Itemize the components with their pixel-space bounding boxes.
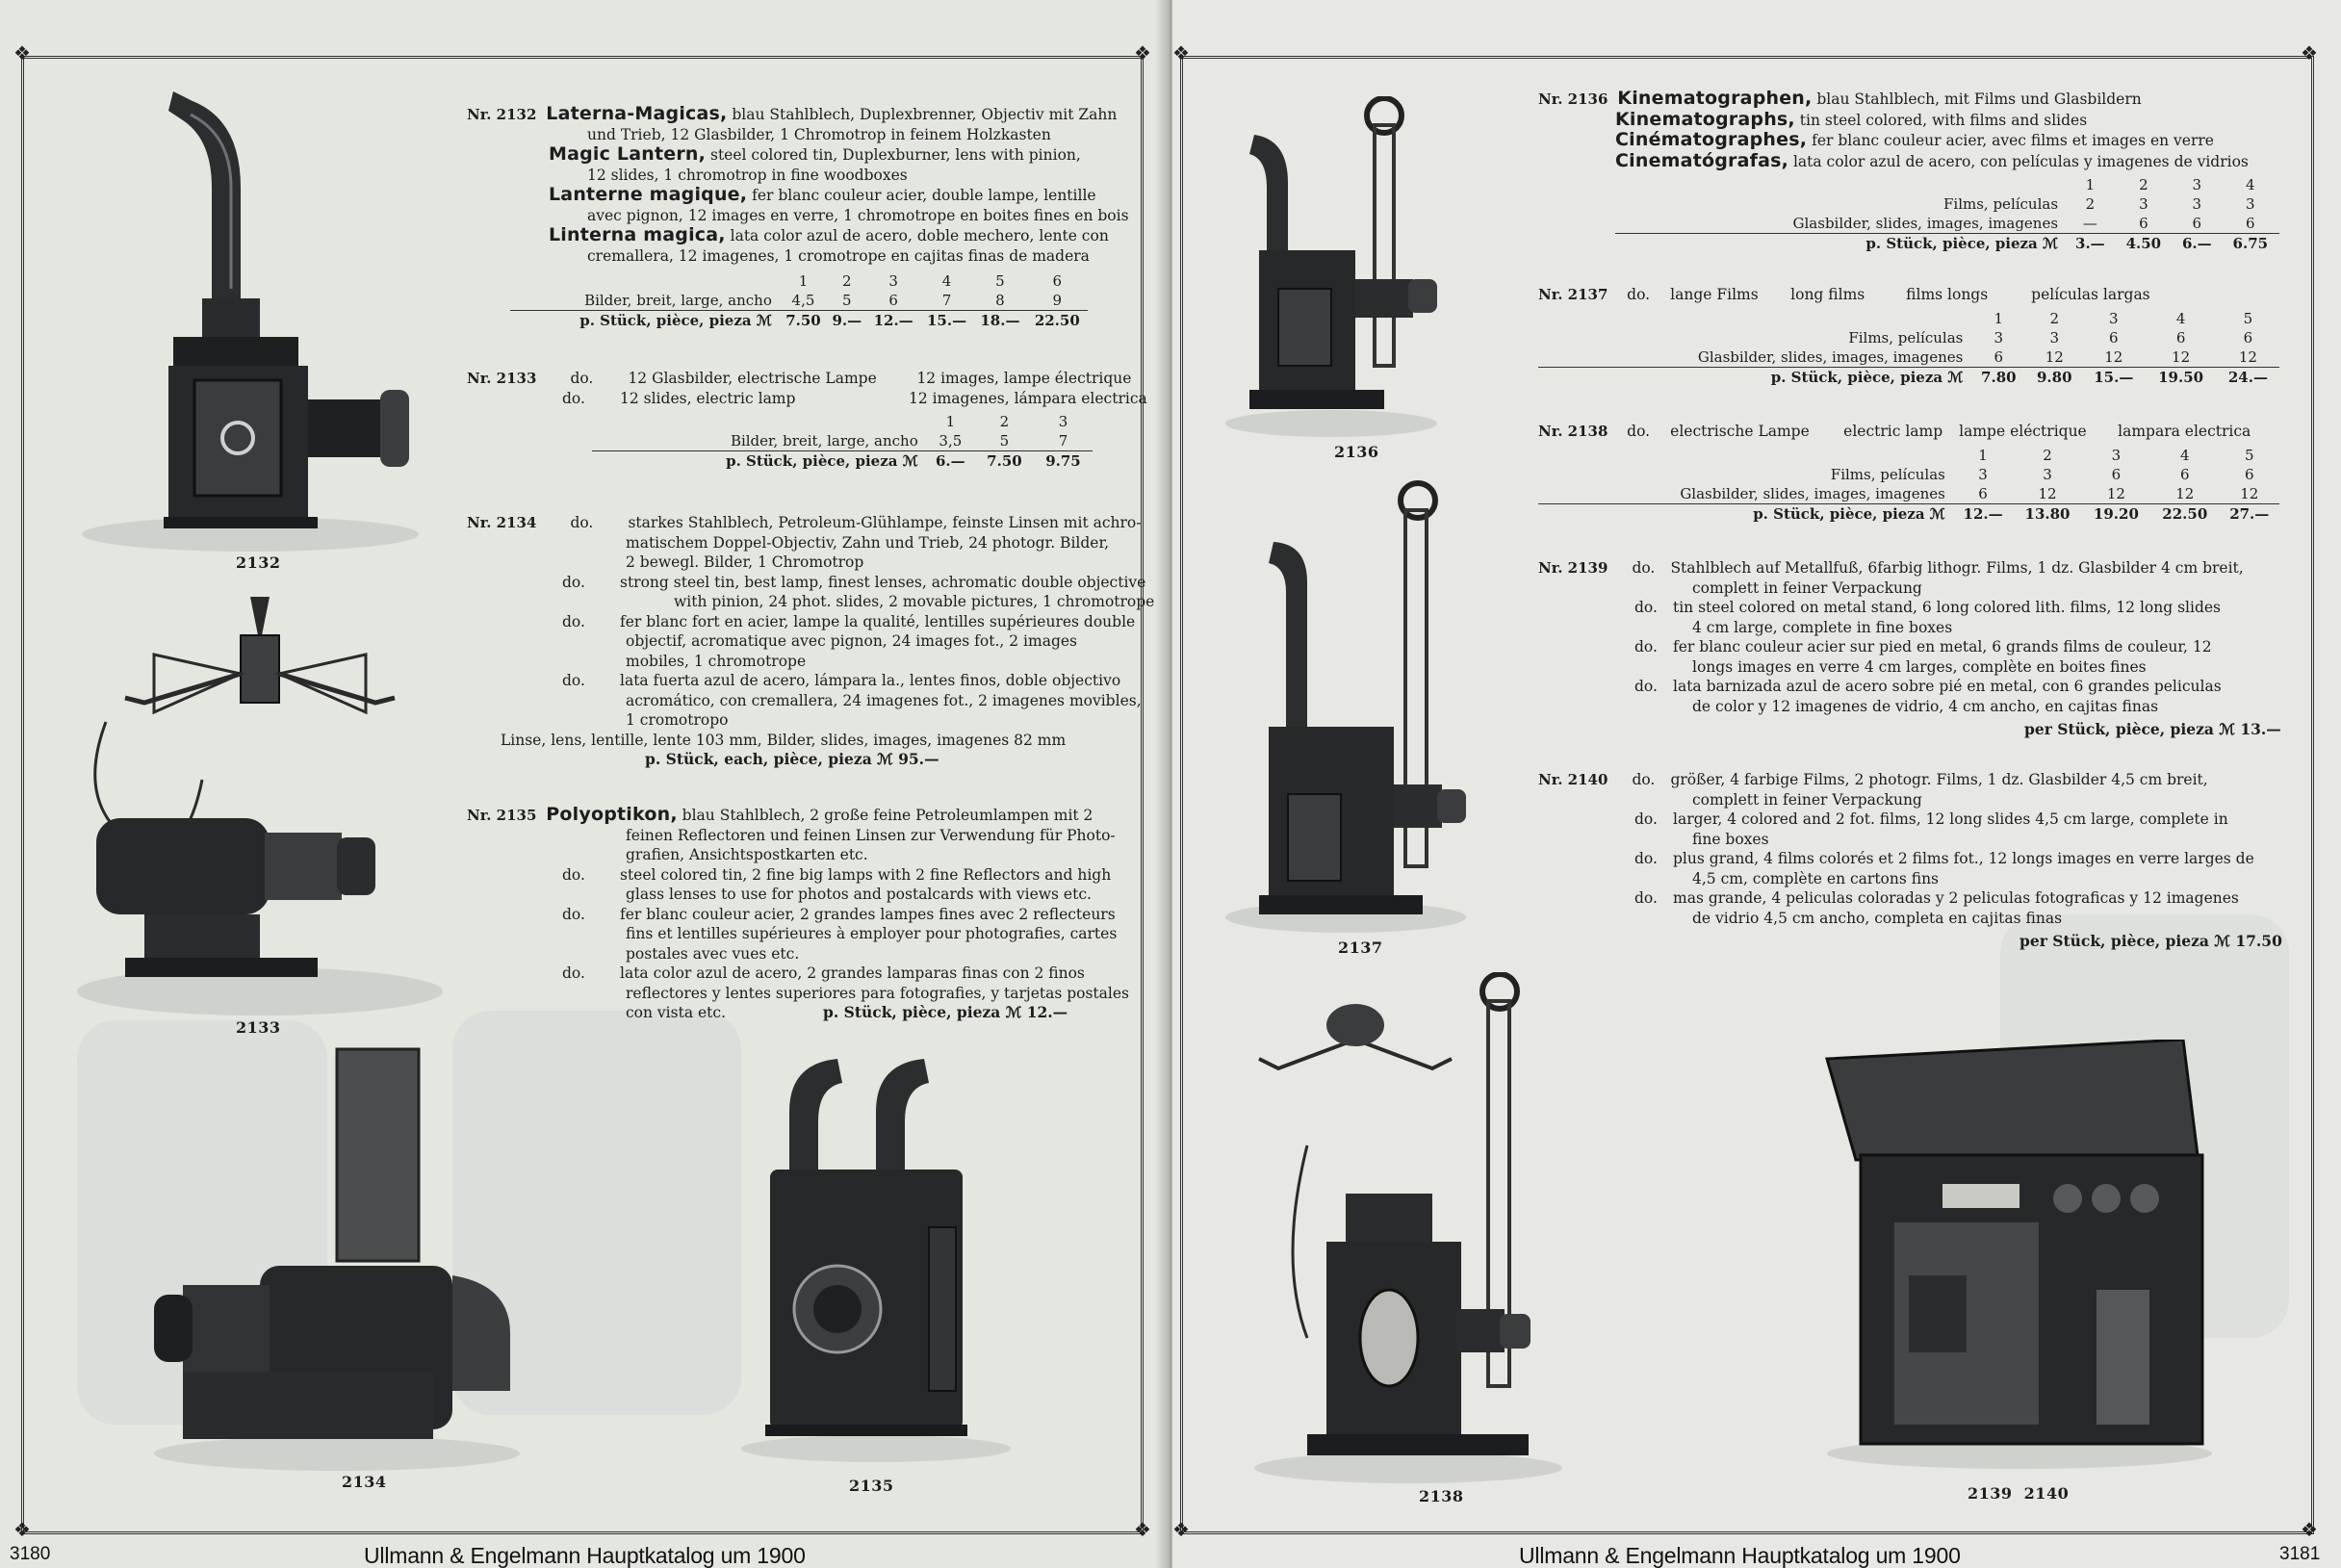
item-heading: Cinematógrafas, — [1615, 149, 1789, 171]
cell: 6 — [2139, 215, 2148, 232]
item-text: 1 cromotropo — [626, 711, 729, 729]
price-label: p. Stück, pièce, pieza ℳ — [1538, 503, 1953, 524]
col-header: 3 — [2109, 309, 2119, 327]
cell: 3 — [2049, 328, 2060, 347]
price-table-2132 — [510, 271, 1088, 330]
ditto-mark: do. — [570, 370, 594, 387]
cell: 6 — [888, 292, 898, 309]
row-label: Films, películas — [1943, 195, 2059, 213]
figure-label-2134: 2134 — [342, 1473, 387, 1491]
cell: 3 — [2246, 195, 2255, 213]
item-heading: Kinematographs, — [1615, 108, 1795, 130]
item-text: lampe eléctrique — [1959, 423, 2087, 440]
price-cell: 9.75 — [1034, 451, 1093, 472]
item-text: larger, 4 colored and 2 fot. films, 12 long slides 4,5 cm large, complete in — [1673, 810, 2228, 828]
col-header: 3 — [2192, 176, 2202, 193]
price-table-2136 — [1615, 175, 2279, 253]
ditto-mark: do. — [1632, 559, 1656, 577]
cell: 7 — [1058, 432, 1068, 450]
corner-ornament-icon: ❖ — [1134, 41, 1151, 64]
item-text: blau Stahlblech, Duplexbrenner, Objectiv mit Zahn — [727, 106, 1118, 123]
cell: 8 — [995, 292, 1005, 309]
cell: 2 — [2085, 195, 2096, 213]
price-cell: 19.20 — [2082, 503, 2150, 524]
ditto-mark: do. — [1632, 771, 1656, 788]
cell: 9 — [1052, 292, 1063, 309]
ditto-mark: do. — [1627, 423, 1651, 440]
item-text: steel colored tin, 2 fine big lamps with 2 fine Reflectors and high — [620, 865, 1112, 884]
cell: 12 — [2038, 484, 2057, 502]
item-number: Nr. 2137 — [1538, 286, 1608, 303]
cell: 6 — [2175, 328, 2186, 347]
item-number: Nr. 2134 — [467, 514, 537, 531]
corner-ornament-icon: ❖ — [1134, 1518, 1151, 1541]
price-cell: 15.— — [2082, 367, 2145, 387]
corner-ornament-icon: ❖ — [1172, 41, 1190, 64]
footer-caption-right: Ullmann & Engelmann Hauptkatalog um 1900 — [1519, 1543, 1961, 1568]
item-text: mobiles, 1 chromotrope — [626, 652, 807, 670]
cell: 6 — [2246, 215, 2255, 232]
item-text: Linse, lens, lentille, lente 103 mm, Bilder, slides, images, imagenes 82 mm — [501, 731, 1067, 749]
item-heading: Polyoptikon, — [546, 804, 678, 825]
item-text: lata fuerta azul de acero, lámpara la., lentes finos, doble objectivo — [620, 672, 1121, 689]
cell: 12 — [2238, 347, 2257, 366]
item-text: steel colored tin, Duplexburner, lens with pinion, — [706, 146, 1081, 164]
col-header: 2 — [2049, 309, 2060, 327]
corner-ornament-icon: ❖ — [13, 41, 31, 64]
row-label: Glasbilder, slides, images, imagenes — [1792, 215, 2059, 232]
item-text: lata color azul de acero, con películas y imagenes de vidrios — [1788, 152, 2249, 170]
col-header: 5 — [2243, 309, 2253, 327]
item-text: objectif, acromatique avec pignon, 24 images fot., 2 images — [626, 632, 1077, 650]
item-text: long films — [1790, 286, 1865, 303]
price-cell: 6.— — [926, 451, 975, 472]
item-price: per Stück, pièce, pieza ℳ 13.— — [2024, 720, 2281, 738]
corner-ornament-icon: ❖ — [2301, 1518, 2318, 1541]
price-table-2138 — [1538, 446, 2279, 524]
price-cell: 19.50 — [2145, 367, 2216, 387]
price-table-2137 — [1538, 309, 2279, 387]
price-cell: 6.75 — [2222, 234, 2279, 254]
cell: 6 — [2111, 465, 2122, 483]
item-text: complett in feiner Verpackung — [1692, 790, 1922, 809]
item-text: 12 slides, electric lamp — [620, 389, 796, 407]
item-text: with pinion, 24 phot. slides, 2 movable pictures, 1 chromotrope — [674, 593, 1155, 610]
kinematograph-2136-illustration — [1221, 96, 1442, 443]
ditto-mark: do. — [1634, 810, 1658, 828]
figure-label-2132: 2132 — [236, 553, 281, 572]
item-text: plus grand, 4 films colorés et 2 films fot., 12 longs images en verre larges de — [1673, 850, 2254, 867]
cell: 5 — [842, 292, 852, 309]
col-header: 1 — [2085, 176, 2096, 193]
item-text: electrische Lampe — [1670, 423, 1810, 440]
col-header: 4 — [2180, 446, 2190, 464]
item-text: lata color azul de acero, doble mechero, lente con — [725, 227, 1109, 244]
price-cell: 13.80 — [2013, 503, 2081, 524]
item-text: fer blanc couleur acier sur pied en metal, 6 grands films de couleur, 12 — [1673, 638, 2212, 655]
col-header: 4 — [2246, 176, 2255, 193]
magic-lantern-2132-illustration — [77, 82, 424, 553]
item-number: Nr. 2140 — [1538, 771, 1608, 788]
item-text: lampara electrica — [2118, 423, 2251, 440]
item-text: 4,5 cm, complète en cartons fins — [1692, 869, 1940, 887]
col-header: 1 — [798, 272, 809, 290]
col-header: 2 — [999, 413, 1010, 430]
item-text: blau Stahlblech, 2 große feine Petroleumlampen mit 2 — [677, 807, 1093, 824]
ditto-mark: do. — [1634, 889, 1658, 907]
item-number: Nr. 2135 — [467, 807, 537, 824]
ditto-mark: do. — [562, 612, 585, 630]
ditto-mark: do. — [1634, 638, 1658, 655]
item-text: lange Films — [1670, 286, 1759, 303]
item-text: mas grande, 4 peliculas coloradas y 2 peliculas fotograficas y 12 imagenes — [1673, 889, 2239, 907]
magic-lantern-2134-illustration — [144, 1044, 529, 1478]
cell: 6 — [1994, 347, 2004, 366]
row-label: Glasbilder, slides, images, imagenes — [1697, 347, 1964, 366]
item-text: grafien, Ansichtspostkarten etc. — [626, 846, 868, 863]
cell: 12 — [2104, 347, 2123, 366]
price-label: p. Stück, pièce, pieza ℳ — [510, 311, 780, 331]
polyoptikon-2135-illustration — [732, 1054, 1020, 1468]
ditto-mark: do. — [562, 964, 585, 982]
item-text: 2 bewegl. Bilder, 1 Chromotrop — [626, 553, 864, 571]
ditto-mark: do. — [562, 905, 585, 923]
cell: 12 — [2045, 347, 2064, 366]
entry-2135 — [467, 804, 1129, 1023]
row-label: Bilder, breit, large, ancho — [584, 292, 772, 309]
cell: 6 — [2109, 328, 2119, 347]
price-cell: 22.50 — [2150, 503, 2219, 524]
item-text: strong steel tin, best lamp, finest lenses, achromatic double objective — [620, 573, 1146, 591]
item-text: longs images en verre 4 cm larges, complète en boites fines — [1692, 657, 2147, 676]
item-price: p. Stück, pièce, pieza ℳ 12.— — [823, 1003, 1068, 1021]
cell: 3 — [1994, 328, 2004, 347]
item-text: fer blanc couleur acier, double lampe, lentille — [747, 187, 1096, 204]
price-cell: 15.— — [920, 311, 973, 331]
col-header: 5 — [2244, 446, 2254, 464]
right-page — [1172, 0, 2341, 1568]
figure-label-2138: 2138 — [1419, 1487, 1464, 1505]
corner-ornament-icon: ❖ — [2301, 41, 2318, 64]
cell: 3,5 — [939, 432, 963, 450]
cell: 6 — [1978, 484, 1988, 502]
item-text: de color y 12 imagenes de vidrio, 4 cm ancho, en cajitas finas — [1692, 697, 2159, 715]
cell: 6 — [2180, 465, 2190, 483]
ditto-mark: do. — [1634, 599, 1658, 616]
item-text: cremallera, 12 imagenes, 1 cromotrope en cajitas finas de madera — [587, 246, 1090, 265]
corner-ornament-icon: ❖ — [13, 1518, 31, 1541]
item-text: 12 images, lampe électrique — [916, 370, 1132, 387]
row-label: Films, películas — [1830, 465, 1945, 483]
ditto-mark: do. — [562, 672, 585, 689]
col-header: 3 — [888, 272, 898, 290]
item-heading: Magic Lantern, — [549, 143, 707, 165]
item-text: fer blanc couleur acier, avec films et images en verre — [1807, 132, 2214, 149]
entry-2139 — [1538, 558, 2299, 740]
item-text: fer blanc couleur acier, 2 grandes lampes fines avec 2 reflecteurs — [620, 905, 1116, 923]
item-text: größer, 4 farbige Films, 2 photogr. Films, 1 dz. Glasbilder 4,5 cm breit, — [1670, 771, 2208, 788]
cell: 6 — [2244, 465, 2254, 483]
price-cell: 7.50 — [780, 311, 827, 331]
col-header: 2 — [2139, 176, 2148, 193]
price-cell: 7.50 — [975, 451, 1034, 472]
cell: 12 — [2172, 347, 2191, 366]
item-heading: Linterna magica, — [549, 224, 726, 245]
item-text: electric lamp — [1843, 423, 1943, 440]
figure-label-2135: 2135 — [849, 1477, 894, 1495]
item-text: films longs — [1906, 286, 1989, 303]
item-text: matischem Doppel-Objectiv, Zahn und Trieb, 24 photogr. Bilder, — [626, 533, 1110, 552]
item-number: Nr. 2132 — [467, 106, 537, 123]
price-label: p. Stück, pièce, pieza ℳ — [1615, 234, 2066, 254]
item-number: Nr. 2136 — [1538, 90, 1608, 108]
item-text: fer blanc fort en acier, lampe la qualité, lentilles supérieures double — [620, 612, 1136, 630]
kinematograph-2137-illustration — [1221, 476, 1471, 938]
item-heading: Lanterne magique, — [549, 184, 748, 205]
item-text: und Trieb, 12 Glasbilder, 1 Chromotrop in feinem Holzkasten — [587, 125, 1051, 143]
col-header: 4 — [2175, 309, 2186, 327]
item-text: starkes Stahlblech, Petroleum-Glühlampe, feinste Linsen mit achro- — [628, 514, 1142, 531]
kinematograph-box-2139-2140-illustration — [1817, 1040, 2222, 1473]
price-cell: 6.— — [2173, 234, 2222, 254]
entry-2140 — [1538, 770, 2299, 952]
ditto-mark: do. — [562, 389, 585, 407]
col-header: 3 — [1058, 413, 1068, 430]
entry-2132 — [467, 103, 1129, 330]
corner-ornament-icon: ❖ — [1172, 1518, 1190, 1541]
row-label: Films, películas — [1848, 328, 1964, 347]
cell: 12 — [2106, 484, 2125, 502]
cell: 3 — [2139, 195, 2148, 213]
ditto-mark: do. — [562, 573, 585, 591]
col-header: 3 — [2111, 446, 2122, 464]
ditto-mark: do. — [1634, 678, 1658, 695]
price-cell: 22.50 — [1027, 311, 1088, 331]
cell: 3 — [2043, 465, 2052, 483]
item-text: Stahlblech auf Metallfuß, 6farbig lithogr. Films, 1 dz. Glasbilder 4 cm breit, — [1670, 559, 2244, 577]
row-label: Glasbilder, slides, images, imagenes — [1680, 484, 1945, 502]
kinematograph-2138-illustration — [1249, 972, 1567, 1492]
price-cell: 27.— — [2219, 503, 2279, 524]
cell: 5 — [999, 432, 1010, 450]
price-cell: 9.80 — [2026, 367, 2082, 387]
cell: 6 — [2192, 215, 2202, 232]
price-cell: 7.80 — [1970, 367, 2026, 387]
ditto-mark: do. — [1634, 850, 1658, 867]
item-number: Nr. 2138 — [1538, 423, 1608, 440]
ditto-mark: do. — [1627, 286, 1651, 303]
cell: 3 — [1978, 465, 1988, 483]
item-text: de vidrio 4,5 cm ancho, completa en cajitas finas — [1692, 909, 2063, 927]
entry-2134 — [467, 513, 1155, 770]
item-text: lata color azul de acero, 2 grandes lamparas finas con 2 finos — [620, 964, 1085, 982]
item-text: 12 Glasbilder, electrische Lampe — [628, 370, 877, 387]
figure-label-2136: 2136 — [1334, 443, 1379, 461]
item-heading: Laterna-Magicas, — [546, 103, 728, 124]
price-cell: 12.— — [1953, 503, 2013, 524]
col-header: 1 — [1994, 309, 2004, 327]
item-number: Nr. 2133 — [467, 370, 537, 387]
price-label: p. Stück, pièce, pieza ℳ — [592, 451, 926, 472]
item-text: acromático, con cremallera, 24 imagenes fot., 2 imagenes movibles, — [626, 691, 1142, 709]
cell: — — [2082, 215, 2097, 232]
price-cell: 18.— — [973, 311, 1026, 331]
entry-2137 — [1538, 285, 2299, 387]
cell: 7 — [941, 292, 952, 309]
item-text: blau Stahlblech, mit Films und Glasbildern — [1812, 90, 2142, 108]
item-text: 4 cm large, complete in fine boxes — [1692, 618, 1953, 636]
item-text: tin steel colored on metal stand, 6 long colored lith. films, 12 long slides — [1673, 599, 2222, 616]
price-table-2133 — [592, 412, 1093, 471]
price-cell: 12.— — [866, 311, 919, 331]
item-text: con vista etc. — [626, 1004, 726, 1021]
col-header: 2 — [2043, 446, 2052, 464]
item-text: feinen Reflectoren und feinen Linsen zur Verwendung für Photo- — [626, 826, 1116, 844]
item-text: reflectores y lentes superiores para fotografies, y tarjetas postales — [626, 984, 1129, 1002]
item-heading: Kinematographen, — [1617, 88, 1813, 109]
price-cell: 24.— — [2217, 367, 2279, 387]
item-text: lata barnizada azul de acero sobre pié en metal, con 6 grandes peliculas — [1673, 678, 2222, 695]
item-text: avec pignon, 12 images en verre, 1 chromotrope en boites fines en bois — [587, 206, 1129, 224]
item-number: Nr. 2139 — [1538, 559, 1608, 577]
entry-2133 — [467, 369, 1147, 471]
electric-lantern-2133-illustration — [67, 587, 452, 1020]
item-text: 12 slides, 1 chromotrop in fine woodboxes — [587, 166, 908, 184]
ditto-mark: do. — [570, 514, 594, 531]
col-header: 4 — [941, 272, 952, 290]
item-text: tin steel colored, with films and slides — [1794, 111, 2088, 129]
item-heading: Cinématographes, — [1615, 129, 1808, 150]
item-text: fins et lentilles supérieures à employer pour photografies, cartes — [626, 925, 1118, 942]
entry-2138 — [1538, 422, 2299, 524]
cell: 4,5 — [791, 292, 815, 309]
price-label: p. Stück, pièce, pieza ℳ — [1538, 367, 1970, 387]
figure-label-2139-2140: 2139 2140 — [1968, 1484, 2070, 1503]
price-cell: 9.— — [827, 311, 866, 331]
page-number-left: 3180 — [10, 1544, 51, 1564]
figure-label-2133: 2133 — [236, 1018, 281, 1037]
entry-2136 — [1538, 89, 2299, 253]
cell: 3 — [2192, 195, 2202, 213]
cell: 12 — [2240, 484, 2259, 502]
item-text: fine boxes — [1692, 830, 1769, 848]
ditto-mark: do. — [562, 865, 585, 884]
left-page — [0, 0, 1167, 1568]
cell: 6 — [2243, 328, 2253, 347]
page-number-right: 3181 — [2279, 1544, 2321, 1564]
item-text: películas largas — [2031, 286, 2150, 303]
row-label: Bilder, breit, large, ancho — [730, 432, 918, 450]
item-price: p. Stück, each, pièce, pieza ℳ 95.— — [645, 750, 939, 768]
col-header: 6 — [1052, 272, 1063, 290]
cell: 12 — [2175, 484, 2195, 502]
footer-caption-left: Ullmann & Engelmann Hauptkatalog um 1900 — [364, 1543, 806, 1568]
item-text: 12 imagenes, lámpara electrica — [909, 389, 1147, 407]
item-text: glass lenses to use for photos and postalcards with views etc. — [626, 886, 1092, 903]
col-header: 1 — [945, 413, 956, 430]
item-text: postales avec vues etc. — [626, 944, 800, 963]
price-cell: 4.50 — [2115, 234, 2173, 254]
col-header: 5 — [995, 272, 1005, 290]
item-text: complett in feiner Verpackung — [1692, 578, 1922, 597]
item-price: per Stück, pièce, pieza ℳ 17.50 — [2019, 932, 2282, 950]
figure-label-2137: 2137 — [1338, 938, 1383, 957]
col-header: 1 — [1978, 446, 1988, 464]
col-header: 2 — [842, 272, 852, 290]
price-cell: 3.— — [2066, 234, 2115, 254]
